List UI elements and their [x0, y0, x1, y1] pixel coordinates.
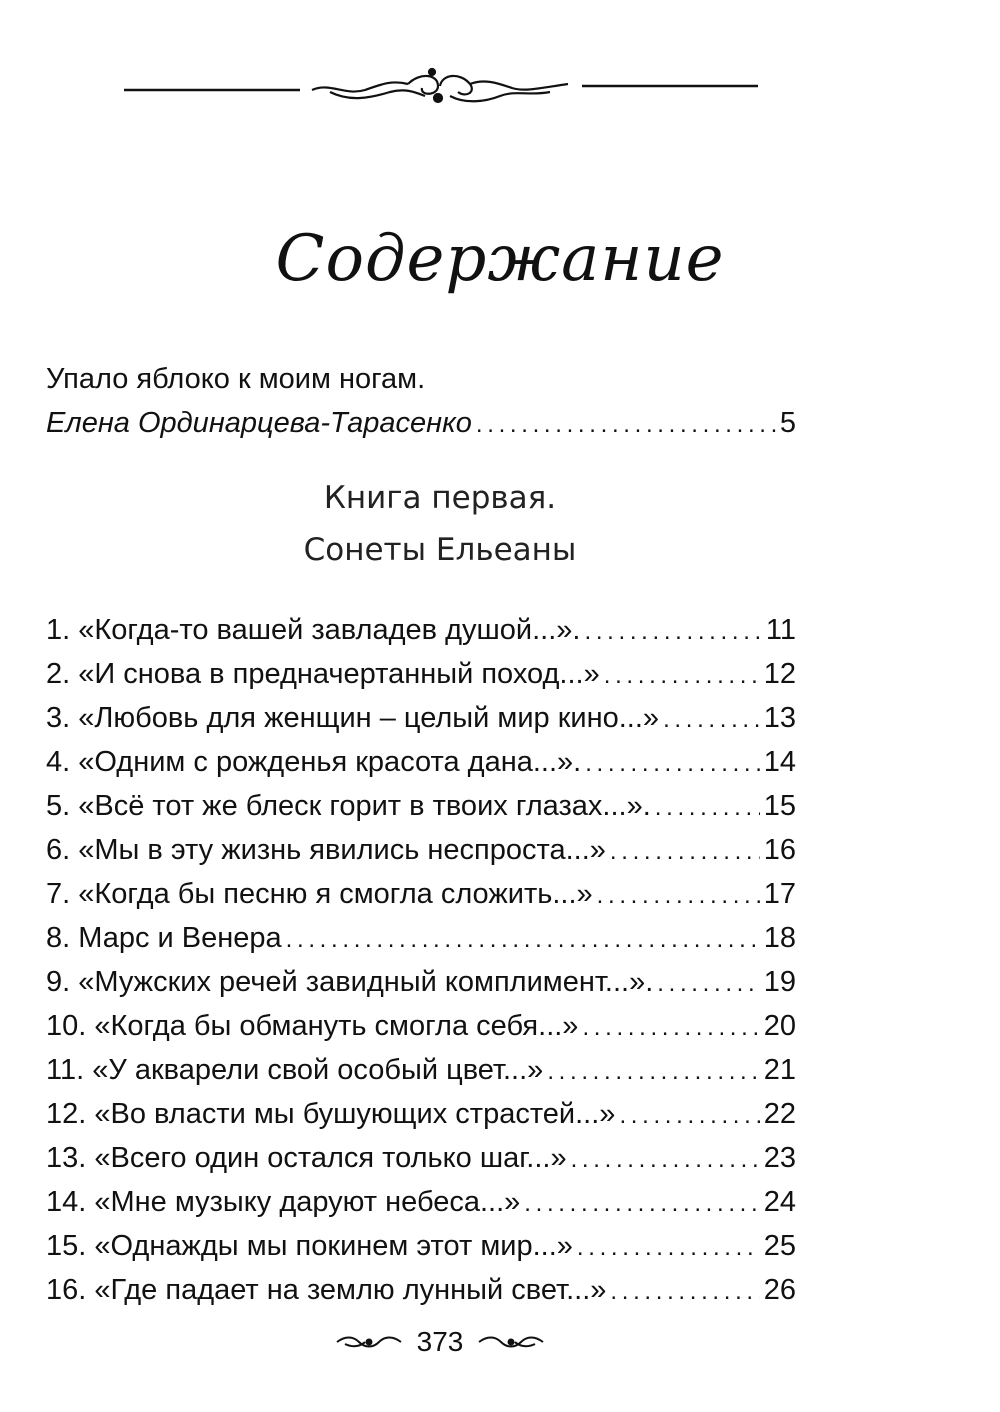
- top-ornament-divider: [120, 62, 760, 112]
- toc-entry: [46, 608, 796, 652]
- leader-dots: [663, 698, 760, 742]
- page-number: 373: [416, 1326, 464, 1357]
- toc-entry-title: 11. «У акварели свой особый цвет...»: [46, 1054, 544, 1086]
- toc-entry-title: 6. «Мы в эту жизнь явились неспроста...»: [46, 834, 606, 866]
- leader-dots: [619, 1094, 759, 1138]
- toc-entry-page: 24: [763, 1186, 796, 1218]
- page-title: Содержание: [275, 222, 725, 296]
- toc-entry-page: 15: [763, 790, 796, 822]
- page-footer: [0, 1326, 880, 1358]
- toc-entry-page: 25: [763, 1230, 796, 1262]
- toc-entry-title: 16. «Где падает на землю лунный свет...»: [46, 1274, 607, 1306]
- toc-entry-page: 23: [763, 1142, 796, 1174]
- leader-dots: [571, 1138, 760, 1182]
- toc-entry-title: 15. «Однажды мы покинем этот мир...»: [46, 1230, 573, 1262]
- toc-entry: [46, 740, 796, 784]
- toc-entry-page: 22: [763, 1098, 796, 1130]
- leader-dots: [547, 1050, 759, 1094]
- intro-page-number: 5: [779, 407, 796, 439]
- toc-entry-page: 21: [763, 1054, 796, 1086]
- intro-title: Упало яблоко к моим ногам.: [46, 363, 426, 395]
- toc-entry: [46, 652, 796, 696]
- leader-dots: [582, 1006, 759, 1050]
- toc-entry-page: 11: [765, 614, 796, 646]
- toc-entry: [46, 1048, 796, 1092]
- toc-entry-title: 7. «Когда бы песню я смогла сложить...»: [46, 878, 593, 910]
- toc-entry: [46, 916, 796, 960]
- toc-entry-page: 17: [763, 878, 796, 910]
- leader-dots: [610, 830, 760, 874]
- leader-dots: [524, 1182, 759, 1226]
- leader-dots: [655, 786, 760, 830]
- toc-entry: [46, 828, 796, 872]
- intro-author: Елена Ординарцева-Тарасенко: [46, 407, 472, 439]
- toc-entry: [46, 1180, 796, 1224]
- toc-entry-title: 14. «Мне музыку даруют небеса...»: [46, 1186, 521, 1218]
- toc-entry-page: 19: [763, 966, 796, 998]
- toc-entry: [46, 696, 796, 740]
- leader-dots: [476, 403, 776, 447]
- toc-entry-title: 3. «Любовь для женщин – целый мир кино...»: [46, 702, 660, 734]
- toc-entry: [46, 1092, 796, 1136]
- leader-dots: [657, 962, 759, 1006]
- leader-dots: [585, 742, 760, 786]
- section-heading-line2: Сонеты Ельеаны: [303, 532, 577, 568]
- section-heading-line1: Книга первая.: [323, 480, 557, 516]
- right-flourish-icon: [477, 1332, 545, 1352]
- toc-entry-page: 14: [763, 746, 796, 778]
- leader-dots: [286, 918, 760, 962]
- toc-entry: [46, 784, 796, 828]
- toc-entry-title: 8. Марс и Венера: [46, 922, 282, 954]
- toc-entry-page: 20: [763, 1010, 796, 1042]
- toc-entry: [46, 960, 796, 1004]
- toc-entry-title: 12. «Во власти мы бушующих страстей...»: [46, 1098, 616, 1130]
- leader-dots: [577, 1226, 760, 1270]
- toc-entry-title: 10. «Когда бы обмануть смогла себя...»: [46, 1010, 579, 1042]
- toc-entry-title: 2. «И снова в предначертанный поход...»: [46, 658, 600, 690]
- toc-entry: [46, 872, 796, 916]
- leader-dots: [597, 874, 760, 918]
- intro-author-line: [46, 401, 796, 445]
- toc-entry-page: 18: [763, 922, 796, 954]
- toc-entry-title: 4. «Одним с рожденья красота дана...».: [46, 746, 582, 778]
- section-heading: [0, 472, 880, 576]
- toc-entry: [46, 1136, 796, 1180]
- toc-entry: [46, 1224, 796, 1268]
- toc-entry: [46, 1004, 796, 1048]
- leader-dots: [604, 654, 760, 698]
- left-flourish-icon: [335, 1332, 403, 1352]
- toc-entry-page: 12: [763, 658, 796, 690]
- toc-entry: [46, 1268, 796, 1312]
- toc-entry-page: 13: [763, 702, 796, 734]
- toc-entry-page: 26: [763, 1274, 796, 1306]
- toc-entry-title: 1. «Когда-то вашей завладев душой...».: [46, 614, 581, 646]
- intro-entry: [46, 357, 796, 445]
- toc-entry-title: 13. «Всего один остался только шаг...»: [46, 1142, 567, 1174]
- toc-entry-title: 5. «Всё тот же блеск горит в твоих глазах...».: [46, 790, 651, 822]
- leader-dots: [584, 610, 761, 654]
- toc-list: [46, 608, 796, 1312]
- toc-entry-page: 16: [763, 834, 796, 866]
- toc-entry-title: 9. «Мужских речей завидный комплимент...».: [46, 966, 654, 998]
- leader-dots: [610, 1270, 759, 1314]
